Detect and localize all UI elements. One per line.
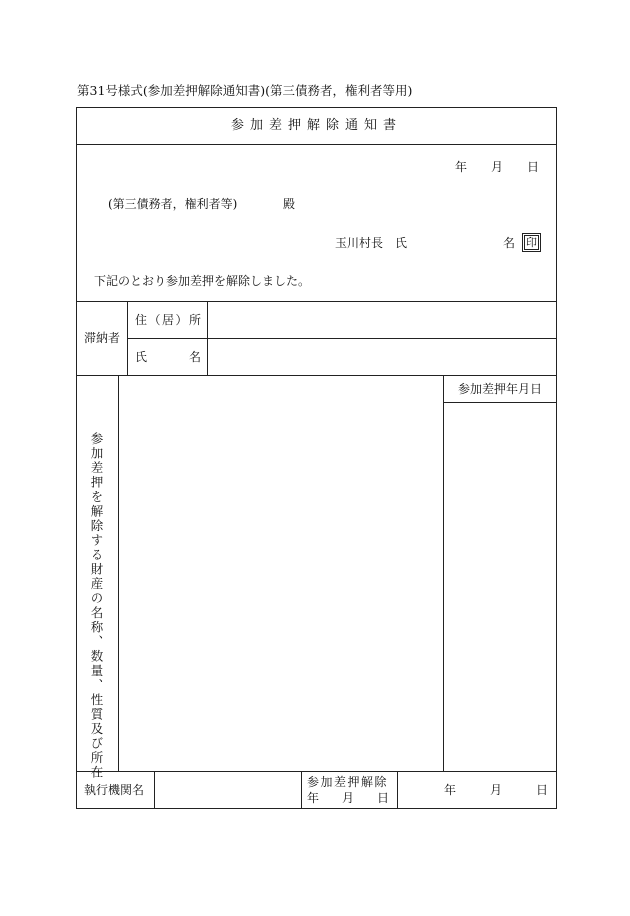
release-label-divider bbox=[397, 771, 398, 809]
addressee-label: (第三債務者，権利者等) bbox=[108, 197, 238, 211]
release-label-month: 月 bbox=[341, 791, 354, 805]
name-field[interactable] bbox=[213, 350, 551, 364]
release-label-top: 参加差押解除 bbox=[307, 775, 389, 789]
honorific: 殿 bbox=[283, 197, 296, 211]
address-label-char: 居 bbox=[161, 313, 174, 327]
notice-statement: 下記のとおり参加差押を解除しました。 bbox=[94, 274, 311, 288]
table-top-border bbox=[76, 107, 557, 108]
property-bottom-divider bbox=[76, 771, 557, 772]
issue-date bbox=[455, 160, 539, 174]
property-vertical-label: 参加差押を解除する財産の名称、数量、性質及び所在 bbox=[89, 432, 104, 780]
address-label-char: 住 bbox=[135, 313, 148, 327]
name-label-char: 氏 bbox=[135, 350, 148, 364]
delinquent-bottom-divider bbox=[76, 375, 557, 376]
release-month-label: 月 bbox=[489, 783, 502, 797]
delinquent-field-divider bbox=[207, 301, 208, 376]
address-label-char: ） bbox=[175, 313, 188, 327]
address-label-char: （ bbox=[148, 313, 161, 327]
agency-label: 執行機関名 bbox=[84, 783, 145, 797]
issue-day-label: 日 bbox=[526, 160, 539, 174]
date-header-divider bbox=[443, 402, 557, 403]
property-label-divider bbox=[118, 375, 119, 772]
title-divider bbox=[76, 144, 557, 145]
agency-label-divider bbox=[154, 771, 155, 809]
delinquent-label: 滞納者 bbox=[84, 331, 121, 345]
attachment-date-header: 参加差押年月日 bbox=[457, 382, 542, 396]
table-bottom-border bbox=[76, 808, 557, 809]
issue-month-label: 月 bbox=[490, 160, 503, 174]
release-date-field[interactable] bbox=[444, 783, 548, 797]
agency-field[interactable] bbox=[160, 783, 295, 797]
property-description-field[interactable] bbox=[126, 384, 436, 764]
table-left-border bbox=[76, 107, 77, 809]
attachment-date-field[interactable] bbox=[449, 410, 551, 765]
address-label bbox=[135, 313, 201, 327]
delinquent-label-divider bbox=[127, 301, 128, 376]
seal-mark: 印 bbox=[526, 236, 537, 249]
property-date-divider bbox=[443, 375, 444, 772]
release-year-label: 年 bbox=[444, 783, 457, 797]
address-field[interactable] bbox=[213, 313, 551, 327]
issue-year-label: 年 bbox=[455, 160, 468, 174]
address-label-char: 所 bbox=[188, 313, 201, 327]
release-day-label: 日 bbox=[535, 783, 548, 797]
document-title: 参加差押解除通知書 bbox=[230, 118, 402, 133]
name-label bbox=[135, 350, 201, 364]
form-number-label: 第31号様式(参加差押解除通知書)(第三債務者，権利者等用) bbox=[77, 83, 413, 98]
name-label-char: 名 bbox=[188, 350, 201, 364]
issuer-name-char: 名 bbox=[503, 236, 516, 250]
release-label-bottom bbox=[307, 791, 389, 805]
agency-value-divider bbox=[301, 771, 302, 809]
release-label-day: 日 bbox=[376, 791, 389, 805]
release-label-year: 年 bbox=[307, 791, 320, 805]
table-right-border bbox=[556, 107, 557, 809]
delinquent-row-divider bbox=[127, 338, 557, 339]
notice-divider bbox=[76, 301, 557, 302]
issuer-label: 玉川村長 氏 bbox=[335, 236, 408, 250]
